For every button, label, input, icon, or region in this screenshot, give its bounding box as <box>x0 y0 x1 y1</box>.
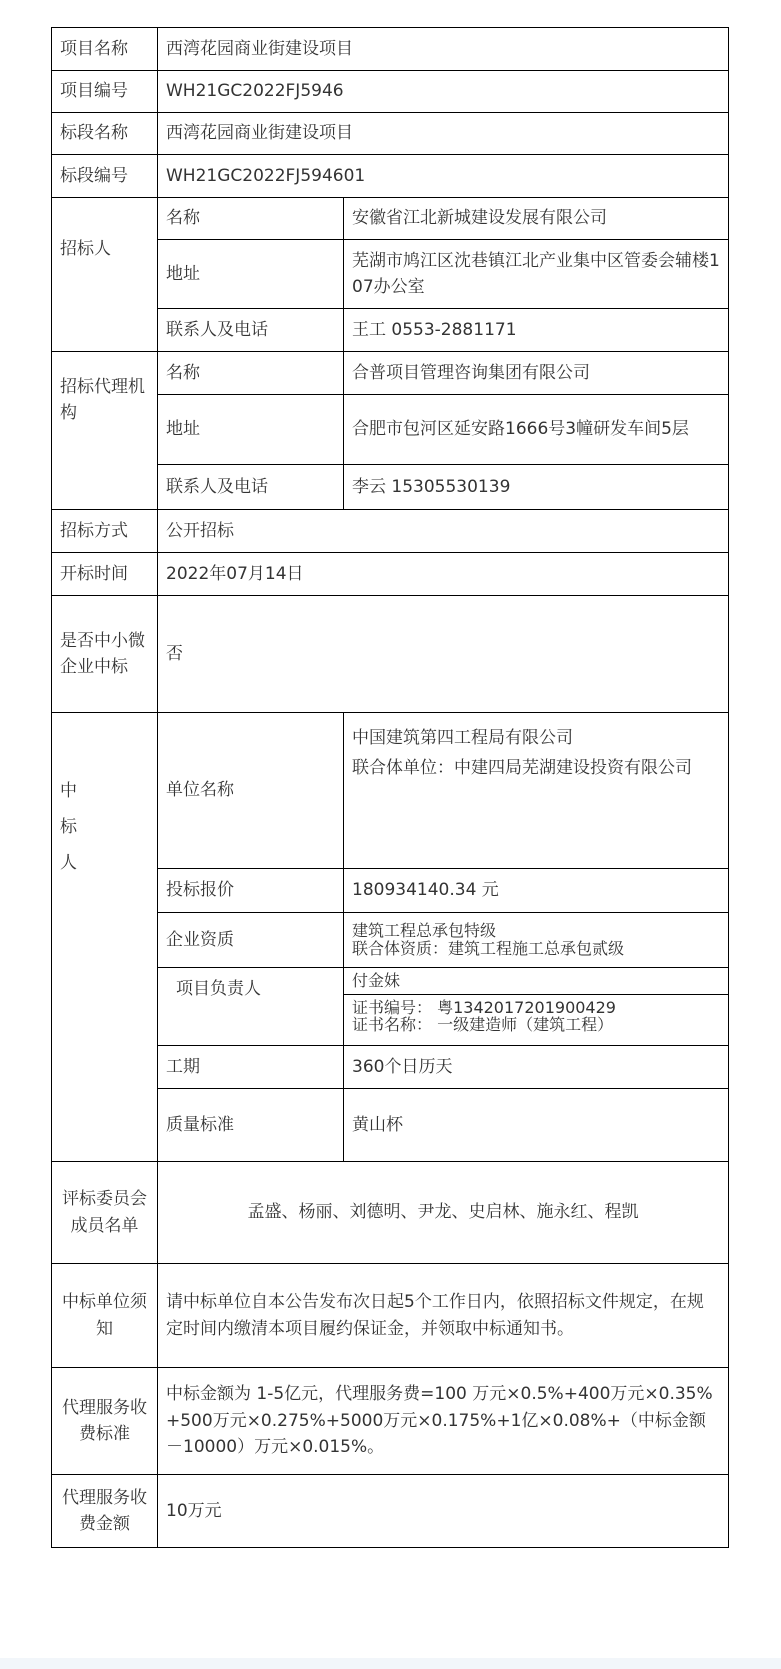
winner-quality-label: 质量标准 <box>158 1089 344 1162</box>
project-name-label: 项目名称 <box>52 28 158 71</box>
row-fee-amt <box>52 1475 729 1548</box>
project-no-label: 项目编号 <box>52 71 158 113</box>
winner-unit-line1: 中国建筑第四工程局有限公司 <box>352 728 573 748</box>
row-project-no <box>52 71 729 113</box>
winner-unit-label: 单位名称 <box>158 713 344 869</box>
divider <box>344 994 728 995</box>
winner-period-value: 360个日历天 <box>344 1046 729 1089</box>
agency-contact-label: 联系人及电话 <box>158 465 344 510</box>
row-agency-name <box>52 352 729 395</box>
notice-label: 中标单位须知 <box>52 1264 158 1368</box>
row-tenderer-name <box>52 198 729 240</box>
winner-cert-no: 证书编号： 粤1342017201900429 <box>352 997 616 1017</box>
winner-bid-label: 投标报价 <box>158 869 344 913</box>
fee-amt-label: 代理服务收费金额 <box>52 1475 158 1548</box>
method-label: 招标方式 <box>52 510 158 553</box>
notice-value: 请中标单位自本公告发布次日起5个工作日内，依照招标文件规定，在规定时间内缴清本项目履约保证金，并领取中标通知书。 <box>158 1264 729 1368</box>
winner-label-char: 中 <box>60 781 77 801</box>
winner-qual-value <box>344 913 729 968</box>
committee-label: 评标委员会成员名单 <box>52 1162 158 1264</box>
tenderer-name-label: 名称 <box>158 198 344 240</box>
winner-unit-value <box>344 713 729 869</box>
winner-pm-name: 付金妹 <box>352 971 401 990</box>
row-fee-std <box>52 1368 729 1475</box>
row-method <box>52 510 729 553</box>
row-sme <box>52 596 729 713</box>
sme-label: 是否中小微企业中标 <box>52 596 158 713</box>
row-project-name <box>52 28 729 71</box>
tenderer-label: 招标人 <box>52 198 158 352</box>
page-bottom-band <box>0 1658 781 1669</box>
section-no-value: WH21GC2022FJ594601 <box>158 155 729 198</box>
row-winner-unit <box>52 713 729 869</box>
winner-qual-line2: 联合体资质：建筑工程施工总承包贰级 <box>352 939 625 958</box>
winner-bid-value: 180934140.34 元 <box>344 869 729 913</box>
winner-label-char: 标 <box>60 817 77 837</box>
agency-name-value: 合普项目管理咨询集团有限公司 <box>344 352 729 395</box>
agency-addr-value: 合肥市包河区延安路1666号3幢研发车间5层 <box>344 395 729 465</box>
agency-name-label: 名称 <box>158 352 344 395</box>
row-open-time <box>52 553 729 596</box>
winner-label <box>52 713 158 1162</box>
winner-label-char: 人 <box>60 853 77 873</box>
tenderer-contact-label: 联系人及电话 <box>158 309 344 352</box>
fee-std-value: 中标金额为 1-5亿元，代理服务费=100 万元×0.5%+400万元×0.35%+500万元×0.275%+5000万元×0.175%+1亿×0.08%+（中标金额－10000）万元×0.015%。 <box>158 1368 729 1475</box>
section-name-label: 标段名称 <box>52 113 158 155</box>
tenderer-name-value: 安徽省江北新城建设发展有限公司 <box>344 198 729 240</box>
tenderer-contact-value: 王工 0553-2881171 <box>344 309 729 352</box>
winner-unit-line2: 联合体单位：中建四局芜湖建设投资有限公司 <box>352 758 692 779</box>
sme-value: 否 <box>158 596 729 713</box>
tenderer-addr-value: 芜湖市鸠江区沈巷镇江北产业集中区管委会辅楼107办公室 <box>344 240 729 309</box>
tenderer-addr-label: 地址 <box>158 240 344 309</box>
project-name-value: 西湾花园商业街建设项目 <box>158 28 729 71</box>
agency-contact-value: 李云 15305530139 <box>344 465 729 510</box>
open-time-value: 2022年07月14日 <box>158 553 729 596</box>
row-notice <box>52 1264 729 1368</box>
agency-addr-label: 地址 <box>158 395 344 465</box>
winner-pm-label: 项目负责人 <box>158 968 344 1046</box>
winner-pm-value <box>344 968 729 1046</box>
method-value: 公开招标 <box>158 510 729 553</box>
open-time-label: 开标时间 <box>52 553 158 596</box>
winner-qual-line1: 建筑工程总承包特级 <box>352 921 497 941</box>
agency-label: 招标代理机构 <box>52 352 158 510</box>
section-name-value: 西湾花园商业街建设项目 <box>158 113 729 155</box>
winner-qual-label: 企业资质 <box>158 913 344 968</box>
row-section-no <box>52 155 729 198</box>
committee-value: 孟盛、杨丽、刘德明、尹龙、史启林、施永红、程凯 <box>158 1162 729 1264</box>
winner-cert-name: 证书名称： 一级建造师（建筑工程） <box>352 1015 614 1035</box>
project-no-value: WH21GC2022FJ5946 <box>158 71 729 113</box>
row-committee <box>52 1162 729 1264</box>
winner-period-label: 工期 <box>158 1046 344 1089</box>
winner-quality-value: 黄山杯 <box>344 1089 729 1162</box>
row-section-name <box>52 113 729 155</box>
award-info-table <box>51 27 729 1548</box>
fee-std-label: 代理服务收费标准 <box>52 1368 158 1475</box>
section-no-label: 标段编号 <box>52 155 158 198</box>
fee-amt-value: 10万元 <box>158 1475 729 1548</box>
